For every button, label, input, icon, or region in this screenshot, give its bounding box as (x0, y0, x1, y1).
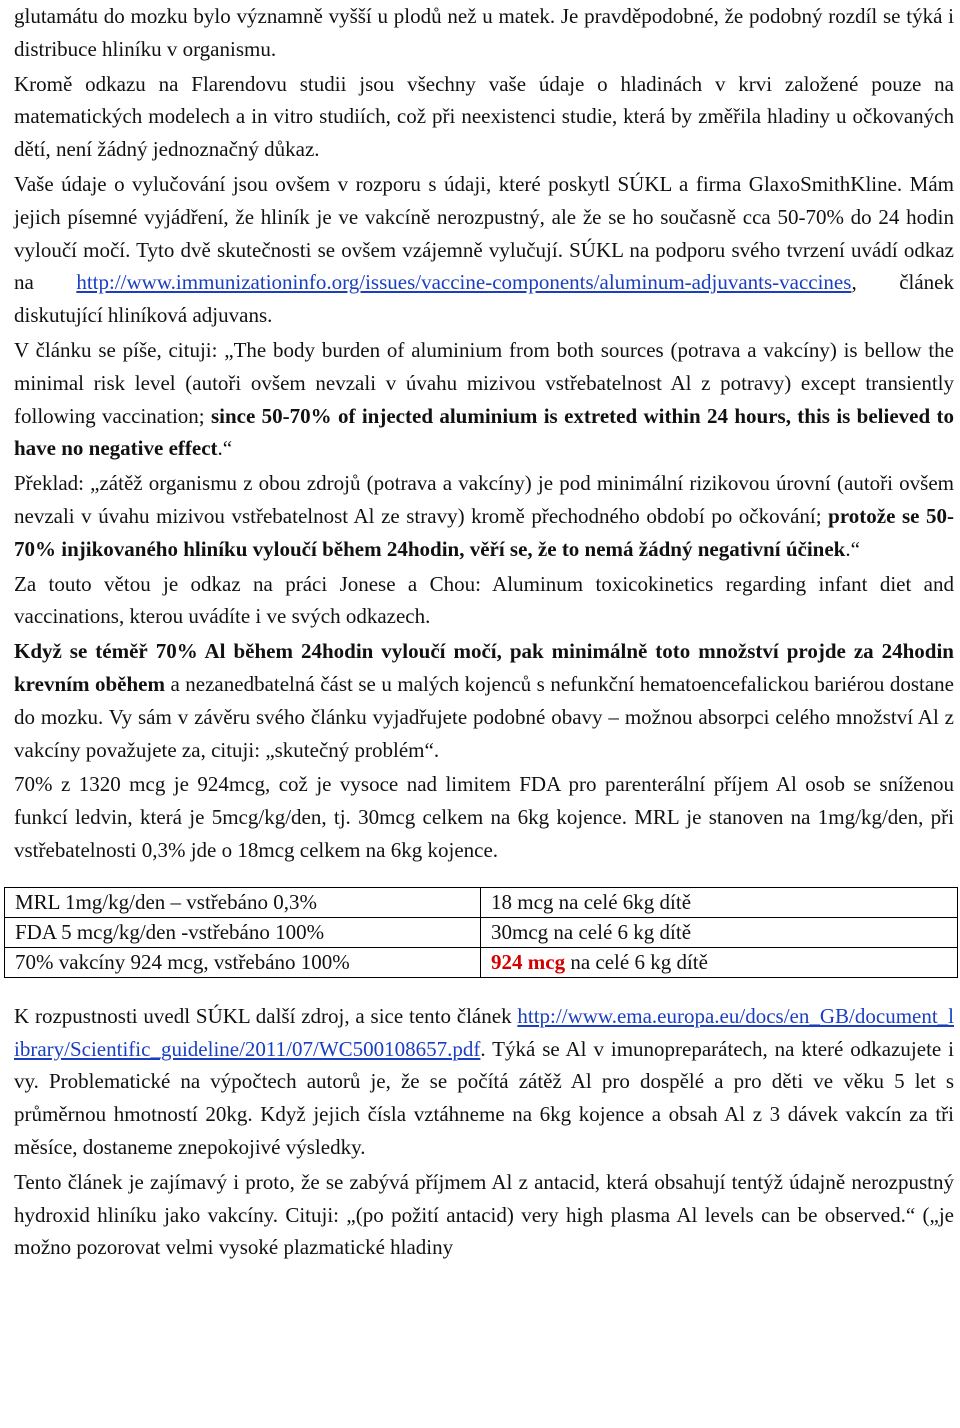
table-cell-left: FDA 5 mcg/kg/den -vstřebáno 100% (5, 917, 481, 947)
immunizationinfo-link[interactable]: http://www.immunizationinfo.org/issues/vaccine-components/aluminum-adjuvants-vaccines (76, 270, 852, 295)
paragraph-translation (14, 467, 954, 565)
brain-concern-text: a nezanedbatelná část se u malých kojenců s nefunkční hematoencefalickou bariérou dostane do mozku. Vy sám v závěru svého článku vyjadřujete podobné obavy – možnou absorpci celého množství Al z vakcíny považujete za, cituji: „skutečný problém“. (14, 671, 954, 762)
english-quote-end: .“ (217, 436, 233, 461)
table-row (5, 917, 958, 947)
translation-text: Překlad: „zátěž organismu z obou zdrojů (potrava a vakcíny) je pod minimální rizikovou úrovní (autoři ovšem nevzali v úvahu mizivou vstřebatelnost Al ze stravy) kromě přechodného období po očkování; (14, 471, 954, 528)
paragraph-english-quote (14, 334, 954, 465)
table-cell-right-text: na celé 6 kg dítě (565, 950, 708, 975)
table-cell-right (481, 917, 958, 947)
paragraph-excretion-text: Vaše údaje o vylučování jsou ovšem v rozporu s údaji, které poskytl SÚKL a firma GlaxoSmithKline. Mám jejich písemné vyjádření, že hliník je ve vakcíně nerozpustný, ale že se ho současně cca 50-70% do 24 hodin vyloučí močí. Tyto dvě skutečnosti se ovšem vzájemně vylučují. SÚKL na podporu svého tvrzení uvádí odkaz na (14, 171, 954, 295)
paragraph-excretion (14, 168, 954, 332)
ema-source-text: K rozpustnosti uvedl SÚKL další zdroj, a sice tento článek (14, 1003, 512, 1028)
table-row (5, 887, 958, 917)
document-page (14, 0, 954, 1264)
paragraph-jones-chou: Za touto větou je odkaz na práci Jonese a Chou: Aluminum toxicokinetics regarding infant diet and vaccinations, kterou uvádíte i ve svých odkazech. (14, 571, 954, 629)
paragraph-brain-concern (14, 635, 954, 766)
paragraph-ema-source (14, 1000, 954, 1164)
ema-link[interactable]: http://www.ema.europa.eu/docs/en_GB/document_library/Scientific_guideline/2011/07/WC500108657.pdf (14, 1003, 955, 1061)
ema-source-tail: . Týká se Al v imunopreparátech, na které odkazujete i vy. Problematické na výpočtech autorů je, že se počítá zátěž Al pro dospělé a pro děti ve věku 5 let s průměrnou hmotností 20kg. Když jejich čísla vztáhneme na 6kg kojence a obsah Al z 3 dávek vakcín za tři měsíce, dostaneme znepokojivé výsledky. (14, 1036, 954, 1159)
paragraph-glutamate: glutamátu do mozku bylo významně vyšší u plodů než u matek. Je pravděpodobné, že podobný rozdíl se týká i distribuce hliníku v organismu. (14, 4, 954, 61)
table-cell-left: MRL 1mg/kg/den – vstřebáno 0,3% (5, 887, 481, 917)
table-cell-right-text: 30mcg na celé 6 kg dítě (491, 920, 692, 945)
translation-bold: protože se 50-70% injikovaného hliníku vyloučí během 24hodin, věří se, že to nemá žádný negativní účinek (14, 503, 955, 561)
brain-concern-bold: Když se téměř 70% Al během 24hodin vyloučí močí, pak minimálně toto množství projde za 24hodin krevním oběhem (14, 639, 954, 696)
paragraph-antacids: Tento článek je zajímavý i proto, že se zabývá příjmem Al z antacid, která obsahují tentýž údajně nerozpustný hydroxid hliníku jako vakcíny. Cituji: „(po požití antacid) very high plasma Al levels can be observed.“ („je možno pozorovat velmi vysoké plazmatické hladiny (14, 1169, 954, 1260)
english-quote-bold: since 50-70% of injected aluminium is extreted within 24 hours, this is believed to have no negative effect (14, 403, 955, 461)
comparison-table (4, 887, 958, 978)
translation-end: .“ (845, 536, 860, 561)
table-cell-right-text: 18 mcg na celé 6kg dítě (491, 890, 692, 915)
table-row (5, 947, 958, 977)
paragraph-excretion-tail: , článek diskutující hliníková adjuvans. (14, 270, 954, 328)
table-cell-right (481, 947, 958, 977)
paragraph-fda-limit: 70% z 1320 mcg je 924mcg, což je vysoce nad limitem FDA pro parenterální příjem Al osob se sníženou funkcí ledvin, která je 5mcg/kg/den, tj. 30mcg celkem na 6kg kojence. MRL je stanoven na 1mg/kg/den, při vstřebatelnosti 0,3% jde o 18mcg celkem na 6kg kojence. (14, 772, 954, 862)
table-cell-left: 70% vakcíny 924 mcg, vstřebáno 100% (5, 947, 481, 977)
paragraph-blood-levels: Kromě odkazu na Flarendovu studii jsou všechny vaše údaje o hladinách v krvi založené pouze na matematických modelech a in vitro studiích, což při neexistenci studie, která by změřila hladiny u očkovaných dětí, není žádný jednoznačný důkaz. (14, 71, 954, 162)
table-highlight: 924 mcg (491, 950, 566, 975)
english-quote-text: V článku se píše, cituji: „The body burden of aluminium from both sources (potrava a vakcíny) is bellow the minimal risk level (autoři ovšem nevzali v úvahu mizivou vstřebatelnost Al z potravy) except transiently following vaccination; (14, 337, 954, 428)
table-cell-right (481, 887, 958, 917)
